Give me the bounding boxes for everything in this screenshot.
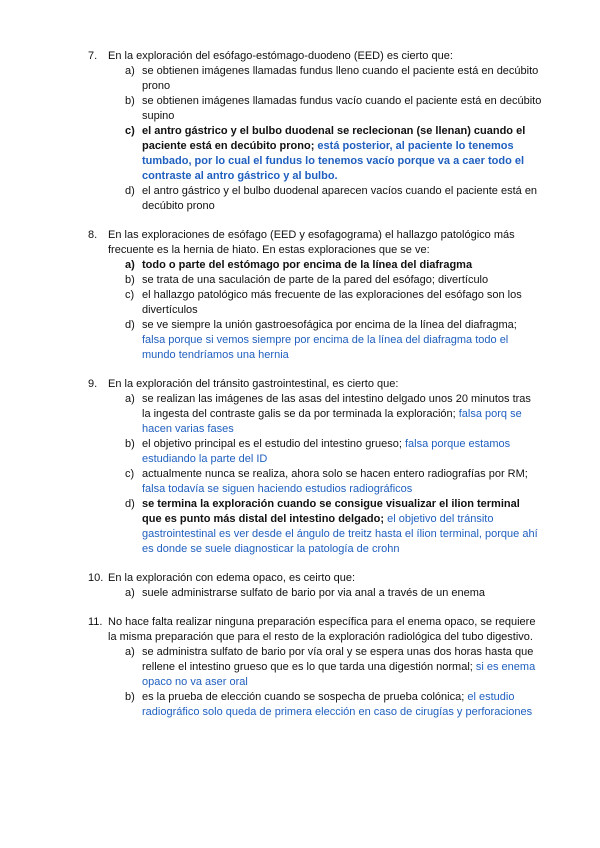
option-text: se realizan las imágenes de las asas del intestino delgado unos 20 minutos tras la ingesta del contraste galis se da por terminada la exploración; bbox=[142, 393, 531, 420]
option-text: el hallazgo patológico más frecuente de las exploraciones del esófago son los divertículos bbox=[142, 289, 522, 316]
answer-note: falsa todavía se siguen haciendo estudios radiográficos bbox=[142, 483, 413, 495]
answer-note: falsa porq se hacen varias fases bbox=[142, 408, 522, 435]
option-list bbox=[108, 586, 542, 601]
answer-note: el estudio radiográfico solo queda de primera elección en caso de cirugías y perforaciones bbox=[142, 691, 533, 718]
option-list bbox=[108, 392, 542, 557]
question-number: 8. bbox=[88, 229, 98, 241]
option-text: se termina la exploración cuando se consigue visualizar el ilion terminal que es punto más distal del intestino delgado; bbox=[142, 498, 520, 525]
option-letter: a) bbox=[125, 393, 135, 405]
question-text: En la exploración del esófago-estómago-duodeno (EED) es cierto que: bbox=[108, 50, 453, 62]
question-9 bbox=[88, 377, 542, 557]
option-8d bbox=[108, 318, 542, 363]
option-text: es la prueba de elección cuando se sospecha de prueba colónica; bbox=[142, 691, 465, 703]
option-7c-correct bbox=[108, 124, 542, 184]
answer-note: falsa porque si vemos siempre por encima de la línea del diafragma todo el mundo tendríamos una hernia bbox=[142, 334, 509, 361]
question-11 bbox=[88, 615, 542, 720]
option-7b bbox=[108, 94, 542, 124]
option-list bbox=[108, 64, 542, 214]
option-letter: b) bbox=[125, 691, 135, 703]
option-9a bbox=[108, 392, 542, 437]
option-text: se administra sulfato de bario por vía oral y se espera unas dos horas hasta que rellene el intestino grueso que es lo que tarda una digestión normal; bbox=[142, 646, 534, 673]
option-letter: a) bbox=[125, 646, 135, 658]
question-text: En las exploraciones de esófago (EED y esofagograma) el hallazgo patológico más frecuente es la hernia de hiato. En estas exploraciones que se ve: bbox=[108, 229, 515, 256]
answer-note: si es enema opaco no va aser oral bbox=[142, 661, 536, 688]
option-text: suele administrarse sulfato de bario por via anal a través de un enema bbox=[142, 587, 486, 599]
option-letter: c) bbox=[125, 125, 135, 137]
option-letter: a) bbox=[125, 587, 135, 599]
question-number: 7. bbox=[88, 50, 98, 62]
option-text: se obtienen imágenes llamadas fundus lleno cuando el paciente está en decúbito prono bbox=[142, 65, 539, 92]
option-letter: b) bbox=[125, 95, 135, 107]
option-9b bbox=[108, 437, 542, 467]
answer-note: el objetivo del tránsito gastrointestinal es ver desde el ángulo de treitz hasta el ílion terminal, porque ahí es donde se suele diagnosticar la patología de crohn bbox=[142, 513, 538, 555]
question-text: No hace falta realizar ninguna preparación específica para el enema opaco, se requiere la misma preparación que para el resto de la exploración radiológica del tubo digestivo. bbox=[108, 616, 536, 643]
question-text: En la exploración del tránsito gastrointestinal, es cierto que: bbox=[108, 378, 399, 390]
option-letter: c) bbox=[125, 289, 135, 301]
option-text: el antro gástrico y el bulbo duodenal aparecen vacíos cuando el paciente está en decúbito prono bbox=[142, 185, 538, 212]
option-text: se obtienen imágenes llamadas fundus vacío cuando el paciente está en decúbito supino bbox=[142, 95, 542, 122]
question-number: 11. bbox=[88, 616, 103, 628]
answer-note: falsa porque estamos estudiando la parte del ID bbox=[142, 438, 511, 465]
option-8c bbox=[108, 288, 542, 318]
option-8a-correct bbox=[108, 258, 542, 273]
option-letter: c) bbox=[125, 468, 135, 480]
option-letter: d) bbox=[125, 498, 135, 510]
option-list bbox=[108, 258, 542, 363]
question-number: 9. bbox=[88, 378, 98, 390]
option-11a bbox=[108, 645, 542, 690]
option-letter: a) bbox=[125, 65, 135, 77]
option-8b bbox=[108, 273, 542, 288]
option-9d-correct bbox=[108, 497, 542, 557]
answer-note: está posterior, al paciente lo tenemos tumbado, por lo cual el fundus lo tenemos vacío porque va a caer todo el contraste al antro gástrico y al bulbo. bbox=[142, 140, 525, 182]
option-9c bbox=[108, 467, 542, 497]
option-letter: d) bbox=[125, 319, 135, 331]
question-10 bbox=[88, 571, 542, 601]
option-text: todo o parte del estómago por encima de la línea del diafragma bbox=[142, 259, 473, 271]
option-text: actualmente nunca se realiza, ahora solo se hacen entero radiografías por RM; bbox=[142, 468, 528, 480]
option-letter: b) bbox=[125, 274, 135, 286]
question-8 bbox=[88, 228, 542, 363]
question-7 bbox=[88, 49, 542, 214]
option-text: el objetivo principal es el estudio del intestino grueso; bbox=[142, 438, 402, 450]
option-list bbox=[108, 645, 542, 720]
option-letter: a) bbox=[125, 259, 135, 271]
option-text: se trata de una saculación de parte de la pared del esófago; divertículo bbox=[142, 274, 489, 286]
option-11b bbox=[108, 690, 542, 720]
option-text: se ve siempre la unión gastroesofágica por encima de la línea del diafragma; bbox=[142, 319, 517, 331]
question-number: 10. bbox=[88, 572, 104, 584]
option-10a bbox=[108, 586, 542, 601]
option-text: el antro gástrico y el bulbo duodenal se reclecionan (se llenan) cuando el paciente está en decúbito prono; bbox=[142, 125, 526, 152]
option-7d bbox=[108, 184, 542, 214]
option-letter: b) bbox=[125, 438, 135, 450]
option-letter: d) bbox=[125, 185, 135, 197]
option-7a bbox=[108, 64, 542, 94]
question-text: En la exploración con edema opaco, es ceirto que: bbox=[108, 572, 356, 584]
